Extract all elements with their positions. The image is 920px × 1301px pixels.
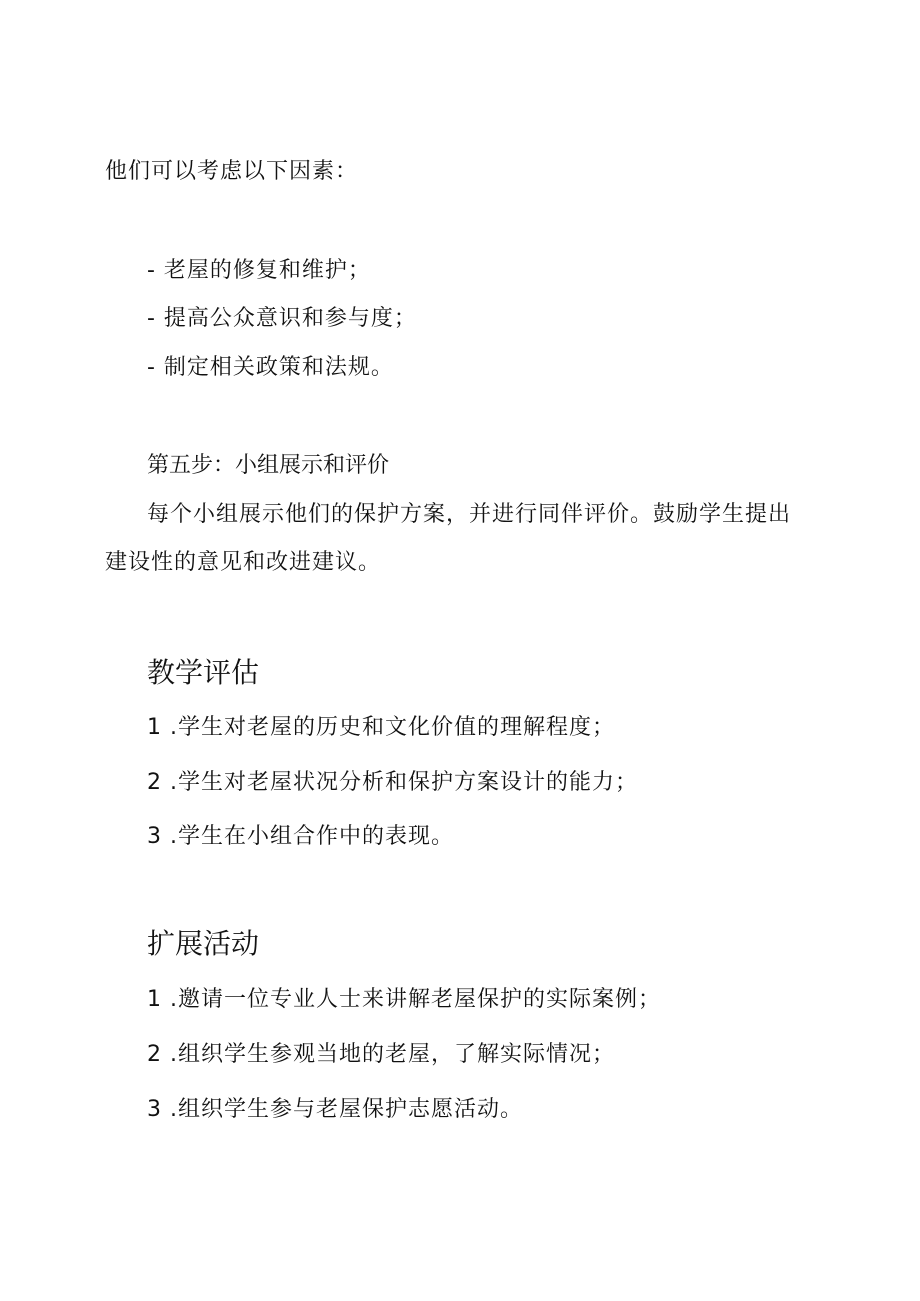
factor-item-2: - 提高公众意识和参与度； bbox=[147, 306, 417, 331]
extension-item-3: 3 .组织学生参与老屋保护志愿活动。 bbox=[147, 1097, 523, 1122]
evaluation-item-3: 3 .学生在小组合作中的表现。 bbox=[147, 824, 454, 849]
extension-item-2: 2 .组织学生参观当地的老屋，了解实际情况； bbox=[147, 1042, 615, 1067]
extension-item-1: 1 .邀请一位专业人士来讲解老屋保护的实际案例； bbox=[147, 987, 661, 1012]
intro-text: 他们可以考虑以下因素： bbox=[105, 159, 359, 184]
evaluation-item-1: 1 .学生对老屋的历史和文化价值的理解程度； bbox=[147, 715, 615, 740]
evaluation-heading: 教学评估 bbox=[147, 656, 260, 689]
extension-heading: 扩展活动 bbox=[147, 927, 260, 960]
evaluation-item-2: 2 .学生对老屋状况分析和保护方案设计的能力； bbox=[147, 770, 638, 795]
factor-item-3: - 制定相关政策和法规。 bbox=[147, 355, 394, 380]
factor-item-1: - 老屋的修复和维护； bbox=[147, 258, 371, 283]
step5-paragraph-line-2: 建设性的意见和改进建议。 bbox=[105, 550, 382, 575]
step5-title: 第五步：小组展示和评价 bbox=[147, 453, 390, 478]
step5-paragraph-line-1: 每个小组展示他们的保护方案，并进行同伴评价。鼓励学生提出 bbox=[147, 502, 792, 527]
